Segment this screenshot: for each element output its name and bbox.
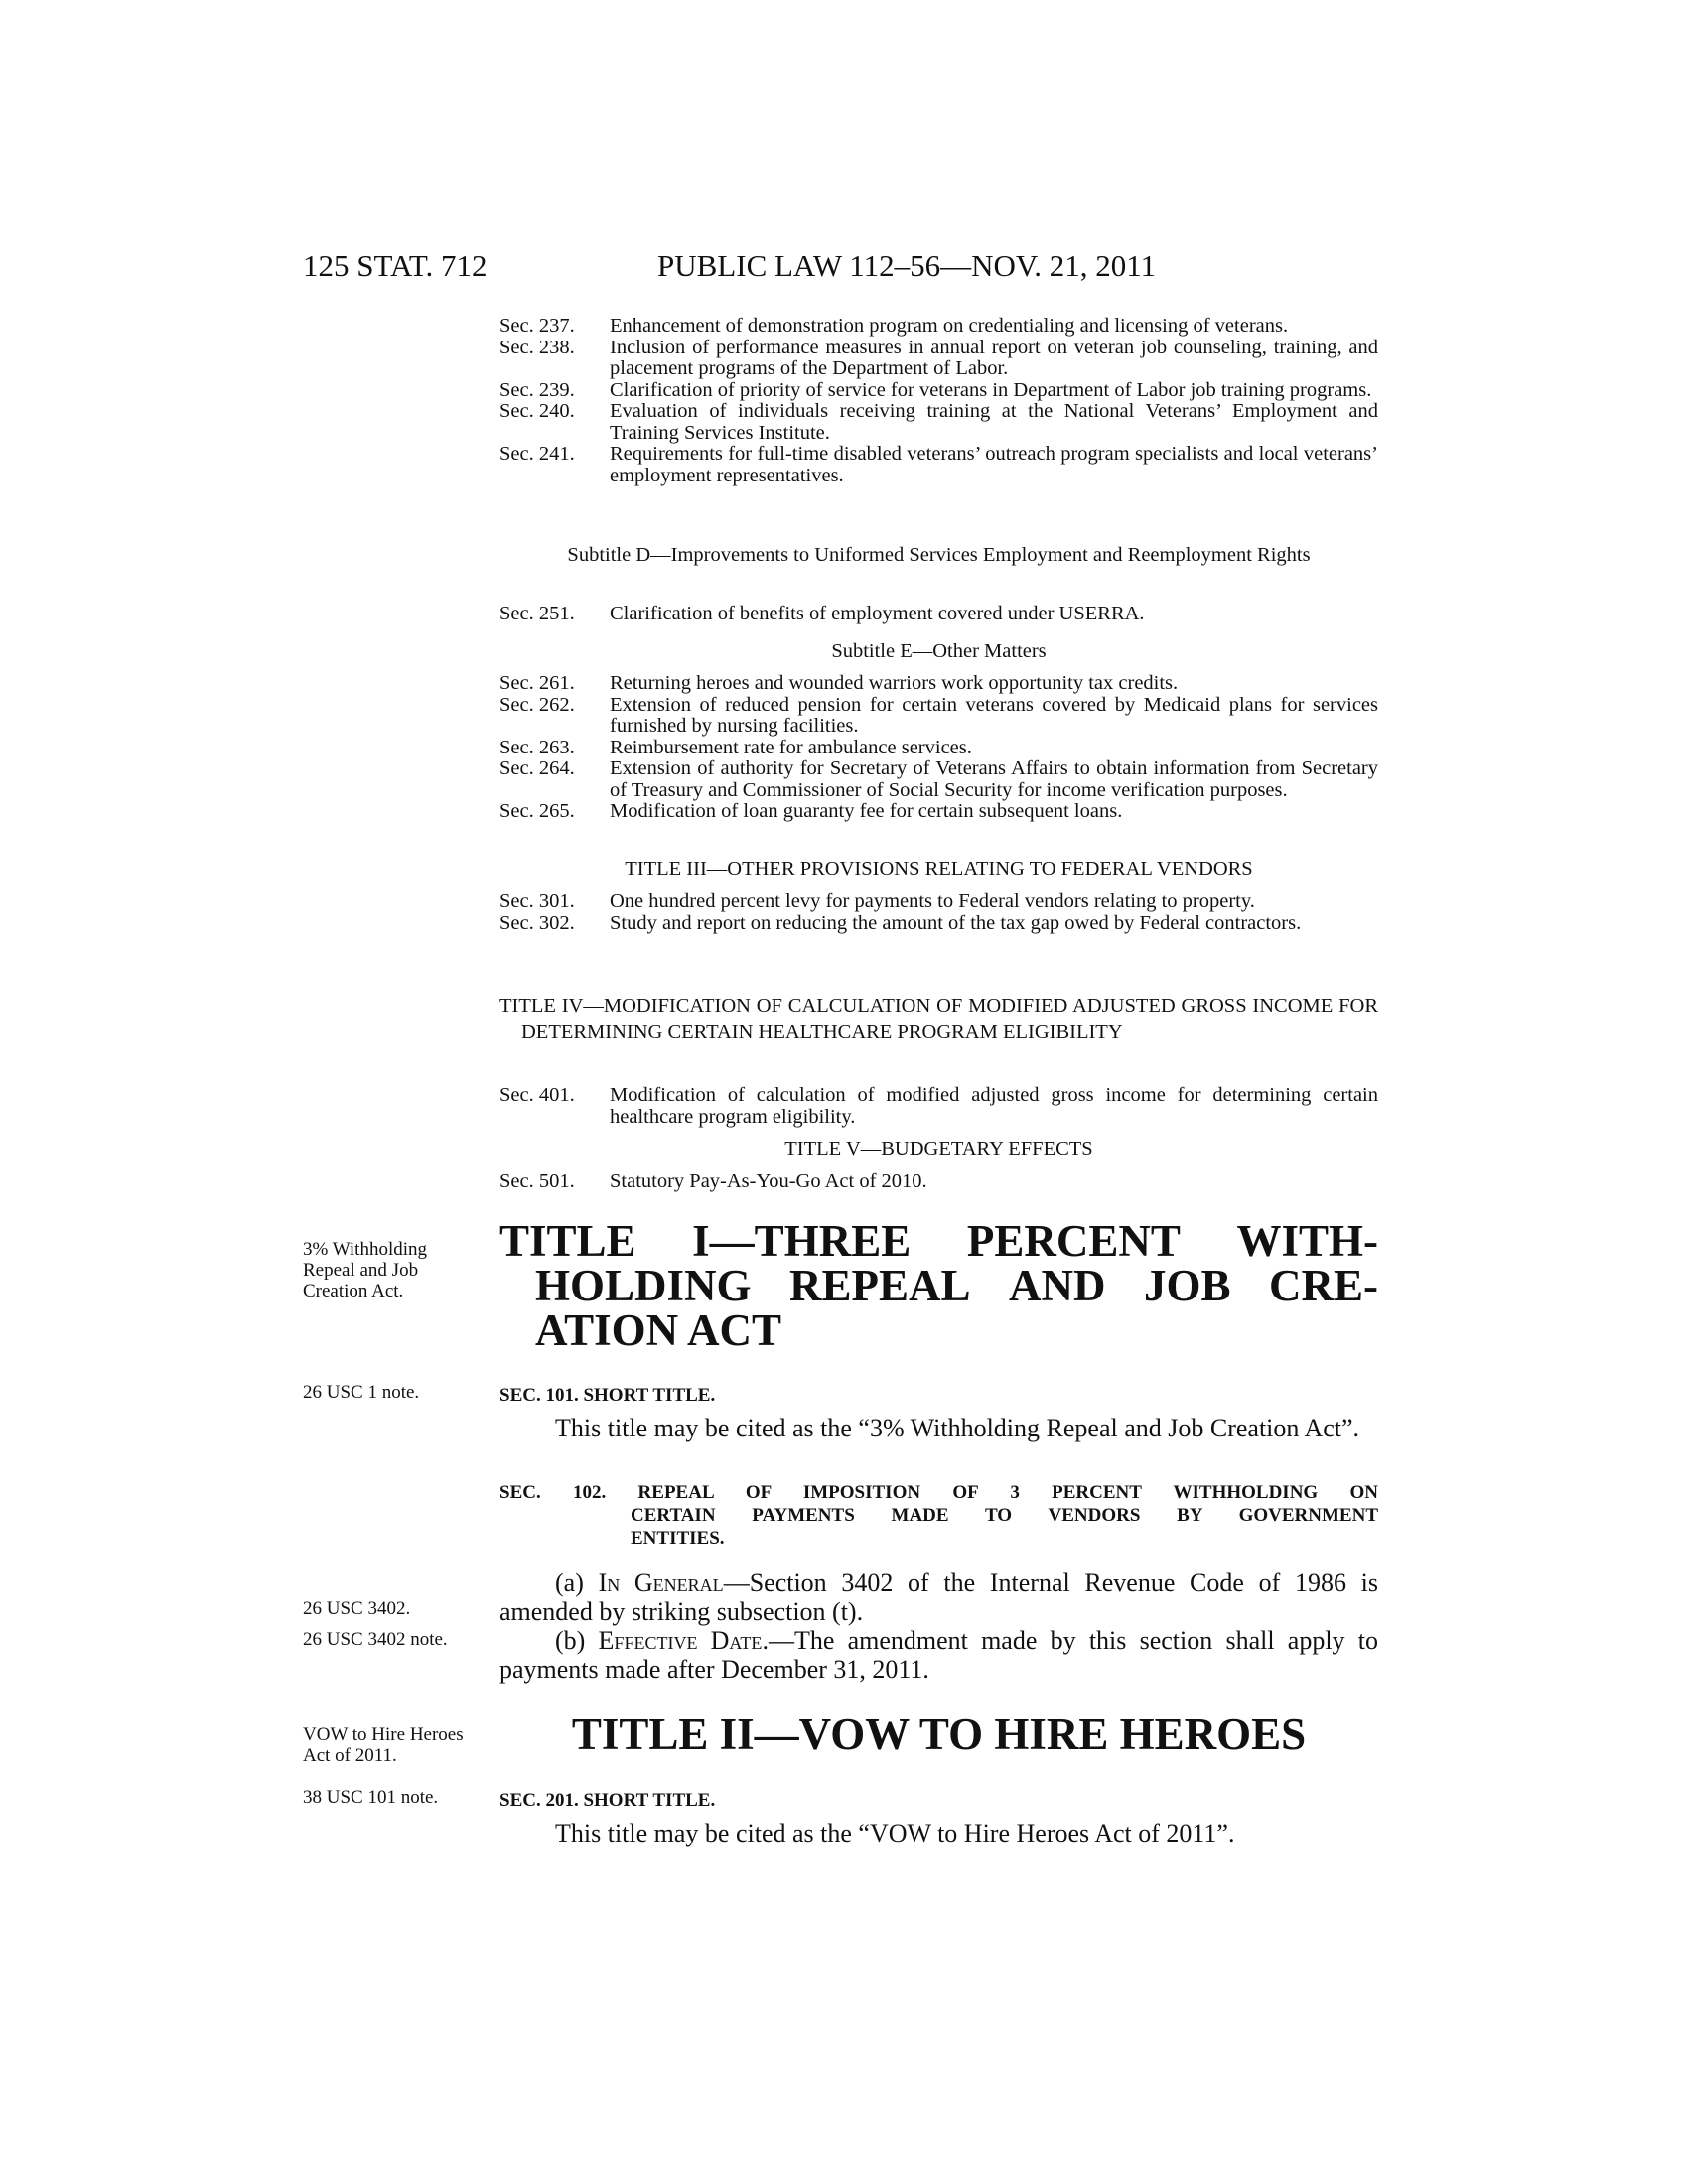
toc-entry-number: Sec. 251. bbox=[499, 603, 575, 624]
title-word: WITH- bbox=[1236, 1216, 1378, 1266]
title-i-line-2 bbox=[535, 1261, 1378, 1310]
toc-entry bbox=[499, 444, 1378, 486]
toc-entry-text: Clarification of benefits of employment covered under USERRA. bbox=[610, 603, 1145, 624]
title-heading: TITLE III—OTHER PROVISIONS RELATING TO FEDERAL VENDORS bbox=[625, 858, 1253, 880]
toc-entry-number: Sec. 262. bbox=[499, 693, 575, 716]
toc-entry-text: Statutory Pay-As-You-Go Act of 2010. bbox=[610, 1170, 927, 1192]
margin-note: 26 USC 1 note. bbox=[303, 1382, 420, 1403]
toc-entry-number: Sec. 501. bbox=[499, 1170, 575, 1192]
toc-group-5 bbox=[499, 1085, 1378, 1128]
toc-entry-number: Sec. 237. bbox=[499, 315, 575, 337]
sec-102-heading bbox=[499, 1481, 1378, 1550]
toc-entry bbox=[499, 1171, 1378, 1193]
toc-entry bbox=[499, 695, 1378, 738]
toc-title-iii bbox=[499, 856, 1378, 883]
toc-subtitle-d bbox=[499, 542, 1378, 569]
sec-102-heading-line: SEC. 102. REPEAL OF IMPOSITION OF 3 PERCENT WITHHOLDING ON bbox=[499, 1482, 1378, 1503]
margin-note: 26 USC 3402 note. bbox=[303, 1629, 448, 1650]
page-running-head: PUBLIC LAW 112–56—NOV. 21, 2011 bbox=[657, 248, 1157, 283]
margin-note: 38 USC 101 note. bbox=[303, 1787, 439, 1808]
sec-102-subsection-b bbox=[499, 1626, 1378, 1684]
toc-entry-text: Extension of reduced pension for certain veterans covered by Medicaid plans for services furnished by nursing facilities. bbox=[610, 693, 1378, 737]
toc-group-1 bbox=[499, 316, 1378, 486]
toc-entry-text: One hundred percent levy for payments to Federal vendors relating to property. bbox=[610, 890, 1255, 912]
subsection-label: (b) bbox=[555, 1626, 586, 1655]
title-i-heading bbox=[499, 1216, 1378, 1355]
title-i-line-3: ATION ACT bbox=[535, 1305, 781, 1355]
subsection-caption: Effective Date bbox=[598, 1626, 763, 1655]
toc-entry bbox=[499, 316, 1378, 338]
toc-entry bbox=[499, 758, 1378, 801]
title-word: CRE- bbox=[1268, 1261, 1378, 1310]
toc-group-2 bbox=[499, 604, 1378, 625]
toc-subtitle-e bbox=[499, 638, 1378, 665]
toc-title-iv bbox=[499, 993, 1378, 1046]
sec-201-text: This title may be cited as the “VOW to Hire Heroes Act of 2011”. bbox=[555, 1819, 1235, 1847]
subtitle-heading: Subtitle D—Improvements to Uniformed Services Employment and Reemployment Rights bbox=[567, 544, 1311, 566]
toc-entry-number: Sec. 301. bbox=[499, 890, 575, 912]
toc-entry-text: Inclusion of performance measures in annual report on veteran job counseling, training, and placement programs of the Department of Labor. bbox=[610, 336, 1378, 379]
toc-entry-number: Sec. 264. bbox=[499, 757, 575, 779]
toc-entry-text: Modification of calculation of modified adjusted gross income for determining certain healthcare program eligibility. bbox=[610, 1084, 1378, 1128]
sec-101-text: This title may be cited as the “3% Withholding Repeal and Job Creation Act”. bbox=[555, 1414, 1360, 1442]
toc-entry bbox=[499, 913, 1378, 935]
toc-entry-number: Sec. 265. bbox=[499, 800, 575, 822]
toc-entry bbox=[499, 673, 1378, 695]
toc-entry-text: Returning heroes and wounded warriors work opportunity tax credits. bbox=[610, 672, 1179, 694]
toc-entry-number: Sec. 238. bbox=[499, 336, 575, 358]
toc-entry-text: Extension of authority for Secretary of Veterans Affairs to obtain information from Secretary of Treasury and Commissioner of Social Security for income verification purposes. bbox=[610, 757, 1378, 801]
toc-entry bbox=[499, 891, 1378, 913]
title-word: REPEAL bbox=[789, 1261, 971, 1310]
toc-group-6 bbox=[499, 1171, 1378, 1193]
toc-entry-number: Sec. 401. bbox=[499, 1084, 575, 1106]
title-word: PERCENT bbox=[966, 1216, 1181, 1266]
toc-entry-number: Sec. 239. bbox=[499, 378, 575, 401]
toc-entry bbox=[499, 401, 1378, 444]
toc-group-4 bbox=[499, 891, 1378, 934]
title-word: I—THREE bbox=[692, 1216, 912, 1266]
sec-102-subsection-a bbox=[499, 1569, 1378, 1626]
subsection-text: —Section 3402 of the Internal Revenue Code of 1986 is amended by striking subsection (t). bbox=[499, 1569, 1378, 1626]
title-word: AND bbox=[1009, 1261, 1106, 1310]
title-word: HOLDING bbox=[535, 1261, 752, 1310]
toc-entry-number: Sec. 261. bbox=[499, 672, 575, 694]
toc-entry-text: Study and report on reducing the amount of the tax gap owed by Federal contractors. bbox=[610, 911, 1302, 934]
toc-title-v bbox=[499, 1136, 1378, 1162]
toc-entry bbox=[499, 380, 1378, 402]
title-ii-heading: TITLE II—VOW TO HIRE HEROES bbox=[571, 1709, 1307, 1759]
toc-entry-text: Requirements for full-time disabled veterans’ outreach program specialists and local veterans’ employment representatives. bbox=[610, 443, 1378, 486]
toc-entry-number: Sec. 302. bbox=[499, 911, 575, 934]
toc-group-3 bbox=[499, 673, 1378, 823]
toc-entry-text: Enhancement of demonstration program on credentialing and licensing of veterans. bbox=[610, 315, 1289, 337]
toc-entry-text: Clarification of priority of service for veterans in Department of Labor job training programs. bbox=[610, 378, 1372, 401]
toc-entry bbox=[499, 738, 1378, 759]
margin-note: VOW to Hire Heroes Act of 2011. bbox=[303, 1724, 464, 1766]
title-word: TITLE bbox=[499, 1216, 636, 1266]
toc-entry bbox=[499, 1085, 1378, 1128]
toc-entry bbox=[499, 801, 1378, 823]
toc-entry-number: Sec. 240. bbox=[499, 400, 575, 422]
sec-102-heading-line: CERTAIN PAYMENTS MADE TO VENDORS BY GOVERNMENT bbox=[631, 1505, 1378, 1526]
sec-201-heading: SEC. 201. SHORT TITLE. bbox=[499, 1790, 716, 1811]
toc-entry-text: Reimbursement rate for ambulance services. bbox=[610, 736, 972, 758]
toc-entry-text: Evaluation of individuals receiving training at the National Veterans’ Employment and Training Services Institute. bbox=[610, 400, 1378, 444]
toc-entry bbox=[499, 604, 1378, 625]
title-word: JOB bbox=[1143, 1261, 1231, 1310]
subsection-caption: In General bbox=[598, 1569, 724, 1597]
page-stat-citation: 125 STAT. 712 bbox=[303, 248, 488, 283]
toc-entry-number: Sec. 241. bbox=[499, 443, 575, 465]
toc-entry-text: Modification of loan guaranty fee for certain subsequent loans. bbox=[610, 800, 1123, 822]
sec-101-heading: SEC. 101. SHORT TITLE. bbox=[499, 1385, 716, 1406]
toc-entry bbox=[499, 338, 1378, 380]
sec-102-heading-line: ENTITIES. bbox=[631, 1528, 725, 1549]
subsection-text: .—The amendment made by this section shall apply to payments made after December 31, 2011. bbox=[499, 1626, 1378, 1684]
margin-note: 26 USC 3402. bbox=[303, 1598, 411, 1619]
subtitle-heading: Subtitle E—Other Matters bbox=[831, 640, 1047, 662]
title-heading: TITLE V—BUDGETARY EFFECTS bbox=[784, 1138, 1093, 1160]
subsection-label: (a) bbox=[555, 1569, 584, 1597]
margin-note: 3% Withholding Repeal and Job Creation Act. bbox=[303, 1239, 428, 1301]
toc-entry-number: Sec. 263. bbox=[499, 736, 575, 758]
title-i-line-1 bbox=[499, 1216, 1378, 1266]
title-heading: TITLE IV—MODIFICATION OF CALCULATION OF MODIFIED ADJUSTED GROSS INCOME FOR DETERMINING CERTAIN HEALTHCARE PROGRAM ELIGIBILITY bbox=[499, 995, 1378, 1043]
